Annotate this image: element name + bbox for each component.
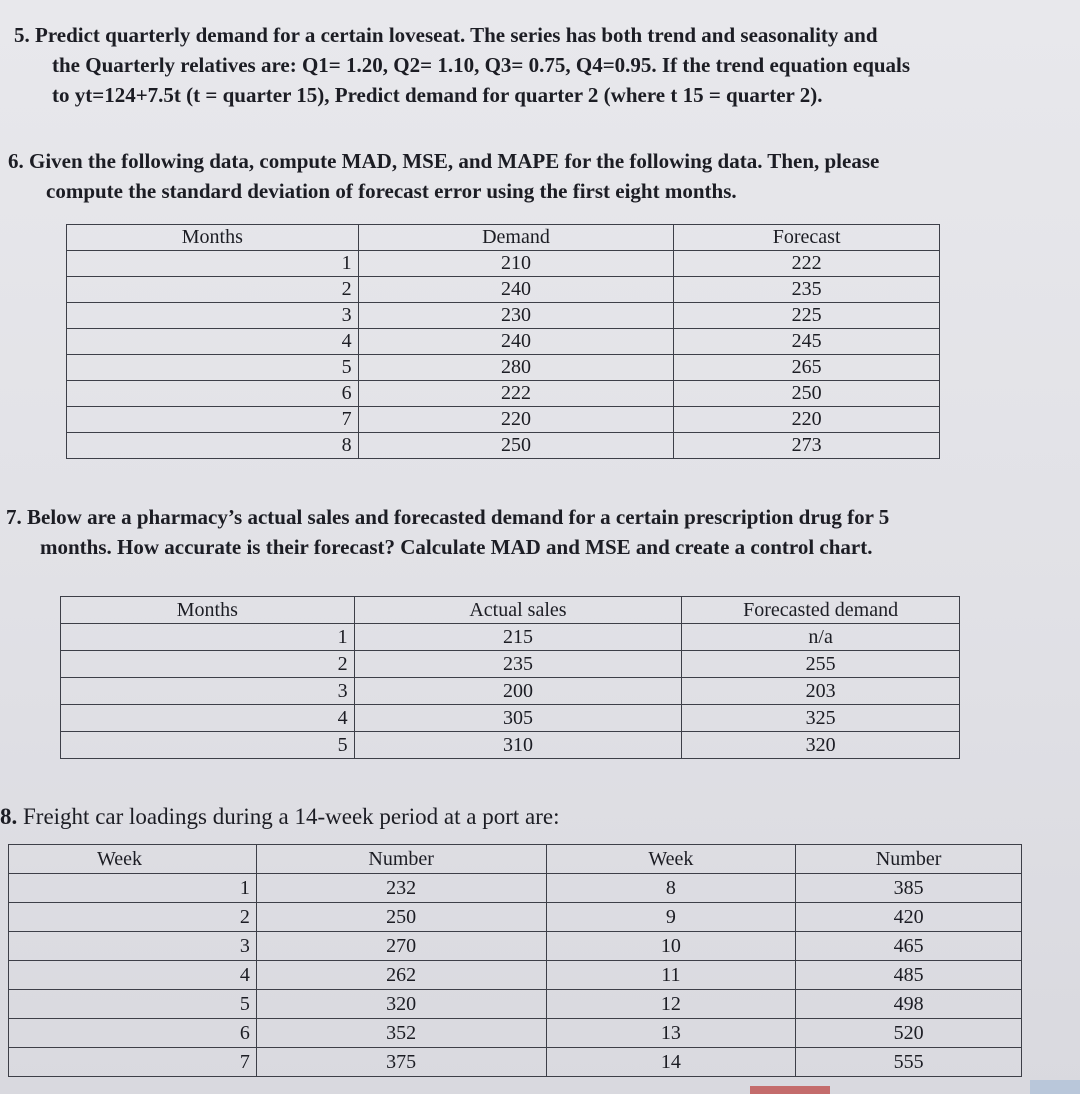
- month-cell: 1: [67, 251, 359, 277]
- forecasted-demand-cell: n/a: [682, 624, 960, 651]
- table-row: [61, 651, 960, 678]
- table-header-row: [67, 225, 940, 251]
- month-cell: 5: [67, 355, 359, 381]
- number-cell: 262: [256, 961, 546, 990]
- month-cell: 2: [67, 277, 359, 303]
- forecasted-demand-cell: 320: [682, 732, 960, 759]
- table-row: [9, 990, 1022, 1019]
- week-cell: 12: [546, 990, 796, 1019]
- forecast-cell: 245: [674, 329, 940, 355]
- week-cell: 9: [546, 903, 796, 932]
- week-cell: 10: [546, 932, 796, 961]
- actual-sales-cell: 310: [354, 732, 682, 759]
- forecast-cell: 265: [674, 355, 940, 381]
- demand-cell: 240: [358, 277, 674, 303]
- column-header: Week: [9, 845, 257, 874]
- forecast-cell: 220: [674, 407, 940, 433]
- table-row: [9, 961, 1022, 990]
- table-row: [61, 678, 960, 705]
- table-row: [67, 251, 940, 277]
- forecast-cell: 235: [674, 277, 940, 303]
- number-cell: 320: [256, 990, 546, 1019]
- month-cell: 6: [67, 381, 359, 407]
- column-header: Number: [256, 845, 546, 874]
- month-cell: 7: [67, 407, 359, 433]
- table-row: [9, 932, 1022, 961]
- table-row: [9, 1048, 1022, 1077]
- demand-cell: 210: [358, 251, 674, 277]
- week-cell: 8: [546, 874, 796, 903]
- table-row: [61, 705, 960, 732]
- number-cell: 250: [256, 903, 546, 932]
- forecast-cell: 273: [674, 433, 940, 459]
- number-cell: 385: [796, 874, 1022, 903]
- problem-7-number: 7.: [6, 505, 22, 529]
- problem-7-line-2: months. How accurate is their forecast? Calculate MAD and MSE and create a control chart.: [40, 535, 873, 559]
- table-row: [61, 624, 960, 651]
- number-cell: 270: [256, 932, 546, 961]
- table-row: [61, 732, 960, 759]
- demand-cell: 240: [358, 329, 674, 355]
- problem-7: [6, 502, 1026, 562]
- forecasted-demand-cell: 203: [682, 678, 960, 705]
- week-cell: 11: [546, 961, 796, 990]
- forecast-cell: 250: [674, 381, 940, 407]
- problem-5-line-3: to yt=124+7.5t (t = quarter 15), Predict demand for quarter 2 (where t 15 = quarter 2).: [52, 83, 823, 107]
- number-cell: 485: [796, 961, 1022, 990]
- week-cell: 1: [9, 874, 257, 903]
- demand-cell: 230: [358, 303, 674, 329]
- actual-sales-cell: 215: [354, 624, 682, 651]
- column-header: Months: [67, 225, 359, 251]
- problem-6-number: 6.: [8, 149, 24, 173]
- column-header: Week: [546, 845, 796, 874]
- number-cell: 352: [256, 1019, 546, 1048]
- forecast-cell: 225: [674, 303, 940, 329]
- demand-forecast-table: [66, 224, 940, 459]
- problem-5: [14, 20, 1004, 110]
- table-row: [67, 355, 940, 381]
- problem-5-number: 5.: [14, 23, 30, 47]
- column-header: Forecasted demand: [682, 597, 960, 624]
- month-cell: 3: [67, 303, 359, 329]
- column-header: Forecast: [674, 225, 940, 251]
- number-cell: 520: [796, 1019, 1022, 1048]
- week-cell: 6: [9, 1019, 257, 1048]
- column-header: Months: [61, 597, 355, 624]
- table-row: [67, 277, 940, 303]
- table-header-row: [61, 597, 960, 624]
- problem-6-line-2: compute the standard deviation of forecast error using the first eight months.: [46, 179, 737, 203]
- table-row: [9, 874, 1022, 903]
- demand-cell: 280: [358, 355, 674, 381]
- number-cell: 555: [796, 1048, 1022, 1077]
- pharmacy-sales-table: [60, 596, 960, 759]
- column-header: Demand: [358, 225, 674, 251]
- forecast-cell: 222: [674, 251, 940, 277]
- month-cell: 4: [67, 329, 359, 355]
- column-header: Number: [796, 845, 1022, 874]
- week-cell: 4: [9, 961, 257, 990]
- forecasted-demand-cell: 255: [682, 651, 960, 678]
- table-row: [67, 433, 940, 459]
- number-cell: 232: [256, 874, 546, 903]
- actual-sales-cell: 305: [354, 705, 682, 732]
- problem-8-number: 8.: [0, 804, 18, 829]
- forecasted-demand-cell: 325: [682, 705, 960, 732]
- actual-sales-cell: 200: [354, 678, 682, 705]
- screen-edge-artifact: [1030, 1080, 1080, 1094]
- problem-8: [0, 802, 900, 832]
- demand-cell: 220: [358, 407, 674, 433]
- week-cell: 2: [9, 903, 257, 932]
- problem-5-line-2: the Quarterly relatives are: Q1= 1.20, Q2= 1.10, Q3= 0.75, Q4=0.95. If the trend equation equals: [52, 53, 911, 77]
- demand-cell: 250: [358, 433, 674, 459]
- week-cell: 5: [9, 990, 257, 1019]
- problem-8-line-1: Freight car loadings during a 14-week period at a port are:: [23, 804, 560, 829]
- number-cell: 420: [796, 903, 1022, 932]
- month-cell: 2: [61, 651, 355, 678]
- problem-6: [8, 146, 1003, 206]
- month-cell: 8: [67, 433, 359, 459]
- week-cell: 14: [546, 1048, 796, 1077]
- table-row: [67, 381, 940, 407]
- column-header: Actual sales: [354, 597, 682, 624]
- number-cell: 498: [796, 990, 1022, 1019]
- table-row: [67, 329, 940, 355]
- screen-edge-artifact: [750, 1086, 830, 1094]
- table-header-row: [9, 845, 1022, 874]
- month-cell: 4: [61, 705, 355, 732]
- week-cell: 7: [9, 1048, 257, 1077]
- week-cell: 3: [9, 932, 257, 961]
- table-row: [67, 407, 940, 433]
- problem-6-line-1: Given the following data, compute MAD, MSE, and MAPE for the following data. Then, please: [29, 149, 880, 173]
- number-cell: 375: [256, 1048, 546, 1077]
- month-cell: 1: [61, 624, 355, 651]
- month-cell: 5: [61, 732, 355, 759]
- table-row: [67, 303, 940, 329]
- actual-sales-cell: 235: [354, 651, 682, 678]
- table-row: [9, 903, 1022, 932]
- month-cell: 3: [61, 678, 355, 705]
- table-row: [9, 1019, 1022, 1048]
- freight-loadings-table: [8, 844, 1022, 1077]
- week-cell: 13: [546, 1019, 796, 1048]
- number-cell: 465: [796, 932, 1022, 961]
- demand-cell: 222: [358, 381, 674, 407]
- problem-5-line-1: Predict quarterly demand for a certain loveseat. The series has both trend and seasonality and: [35, 23, 878, 47]
- problem-7-line-1: Below are a pharmacy’s actual sales and forecasted demand for a certain prescription drug for 5: [27, 505, 890, 529]
